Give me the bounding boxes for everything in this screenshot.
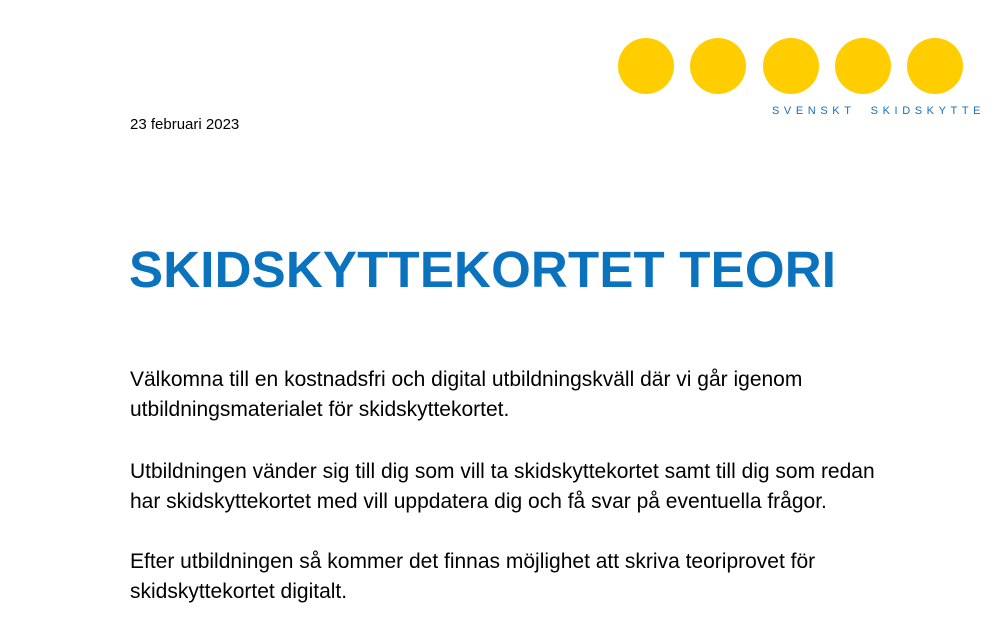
intro-paragraph: Välkomna till en kostnadsfri och digital utbildningskväll där vi går igenom utbildningsmaterialet för skidskyttekortet.	[130, 368, 803, 421]
logo-dot-icon	[835, 38, 891, 94]
logo-dot-icon	[907, 38, 963, 94]
svenskt-skidskytte-logo	[618, 38, 986, 120]
logo-dot-icon	[763, 38, 819, 94]
logo-wordmark: SVENSKT SKIDSKYTTE	[772, 105, 986, 117]
exam-paragraph: Efter utbildningen så kommer det finnas möjlighet att skriva teoriprovet för skidskyttekortet digitalt.	[130, 550, 816, 603]
logo-dot-icon	[618, 38, 674, 94]
logo-dot-icon	[690, 38, 746, 94]
document-title: SKIDSKYTTEKORTET TEORI	[129, 241, 837, 298]
document-date: 23 februari 2023	[130, 116, 240, 133]
logo-dots	[618, 38, 963, 94]
audience-paragraph: Utbildningen vänder sig till dig som vill ta skidskyttekortet samt till dig som redan har skidskyttekortet med vill uppdatera dig och få svar på eventuella frågor.	[130, 460, 875, 513]
